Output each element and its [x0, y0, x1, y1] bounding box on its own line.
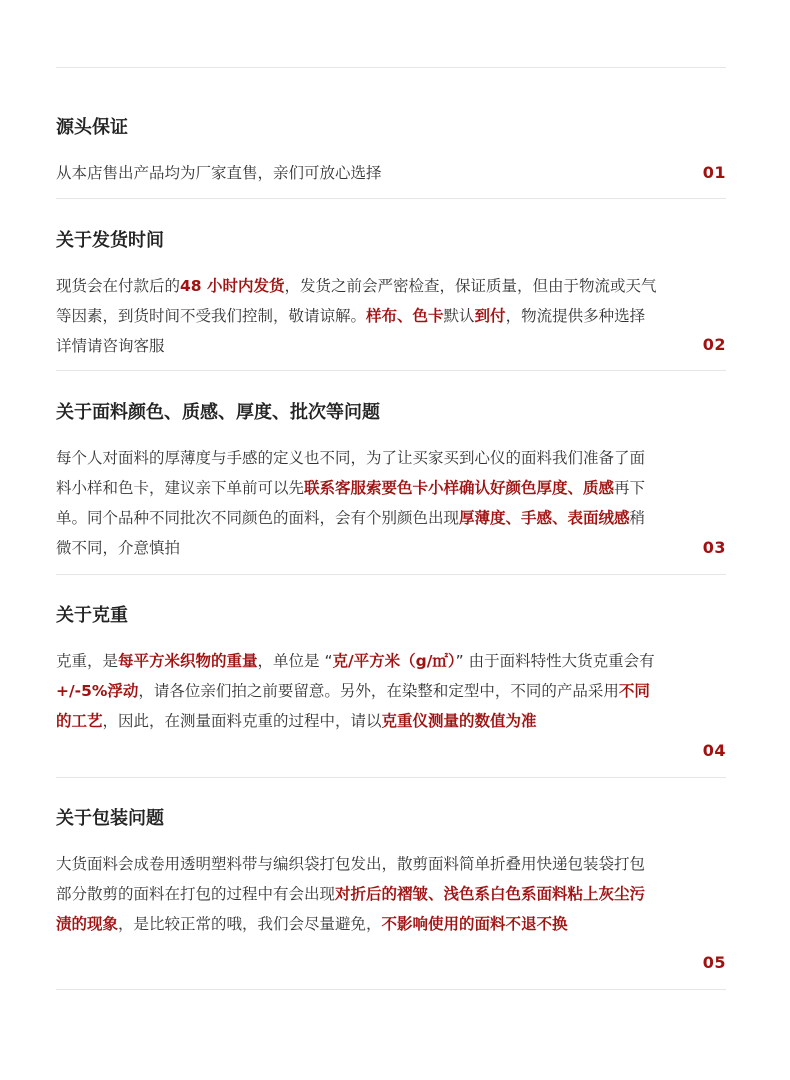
section-title: 关于面料颜色、质感、厚度、批次等问题 — [56, 402, 380, 423]
section-body — [56, 158, 660, 188]
highlighted-text: 联系客服索要色卡小样确认好颜色厚度、质感 — [304, 479, 615, 497]
body-text: 现货会在付款后的 — [56, 277, 181, 295]
body-text: 大货面料会成卷用透明塑料带与编织袋打包发出，散剪面料简单折叠用快递包装袋打包部分散剪的面料在打包的过程中有会出现 — [56, 855, 646, 903]
highlighted-text: 克重仪测量的数值为准 — [381, 712, 537, 730]
body-text: ” 由于面料特性大货克重会有 — [455, 652, 655, 670]
section-title: 源头保证 — [56, 117, 128, 138]
highlighted-text: 不影响使用的面料不退不换 — [381, 915, 568, 933]
section-body — [56, 849, 660, 939]
section-body — [56, 443, 660, 563]
section-divider — [56, 574, 726, 575]
highlighted-text: 到付 — [474, 307, 506, 325]
highlighted-text: 不同的工艺 — [56, 682, 650, 730]
highlighted-text: 48 小时内发货 — [180, 277, 285, 295]
highlighted-text: 每平方米织物的重量 — [118, 652, 258, 670]
body-text: 从本店售出产品均为厂家直售，亲们可放心选择 — [56, 164, 382, 182]
body-text: 默认 — [443, 307, 475, 325]
section-number: 05 — [702, 953, 726, 972]
body-text: ，发货之前会严密检查，保证质量，但由于物流或天气等因素，到货时间不受我们控制，敬请谅解。 — [56, 277, 657, 325]
body-text: 克重，是 — [56, 652, 119, 670]
section-title: 关于包装问题 — [56, 808, 164, 829]
top-divider — [56, 67, 726, 68]
highlighted-text: 样布、色卡 — [366, 307, 444, 325]
body-text: 稍微不同，介意慎拍 — [56, 509, 646, 557]
section-title: 关于克重 — [56, 605, 128, 626]
section-number: 03 — [702, 538, 726, 557]
section-divider — [56, 370, 726, 371]
body-text: ，因此，在测量面料克重的过程中，请以 — [102, 712, 382, 730]
body-text: 再下单。同个品种不同批次不同颜色的面料，会有个别颜色出现 — [56, 479, 646, 527]
section-body — [56, 271, 660, 361]
section-number: 04 — [702, 741, 726, 760]
section-title: 关于发货时间 — [56, 230, 164, 251]
highlighted-text: 对折后的褶皱、浅色系白色系面料粘上灰尘污渍的现象 — [56, 885, 646, 933]
highlighted-text: 厚薄度、手感、表面绒感 — [459, 509, 630, 527]
section-divider — [56, 989, 726, 990]
body-text: 每个人对面料的厚薄度与手感的定义也不同，为了让买家买到心仪的面料我们准备了面料小样和色卡，建议亲下单前可以先 — [56, 449, 646, 497]
section-body — [56, 646, 660, 736]
highlighted-text: +/-5%浮动 — [56, 682, 139, 700]
section-divider — [56, 198, 726, 199]
body-text: ，单位是 “ — [257, 652, 333, 670]
section-number: 01 — [702, 163, 726, 182]
body-text: ，请各位亲们拍之前要留意。另外，在染整和定型中，不同的产品采用 — [138, 682, 619, 700]
body-text: ，是比较正常的哦，我们会尽量避免， — [118, 915, 382, 933]
section-divider — [56, 777, 726, 778]
section-number: 02 — [702, 335, 726, 354]
highlighted-text: 克/平方米（g/㎡） — [332, 652, 456, 670]
body-text: ，物流提供多种选择详情请咨询客服 — [56, 307, 646, 355]
